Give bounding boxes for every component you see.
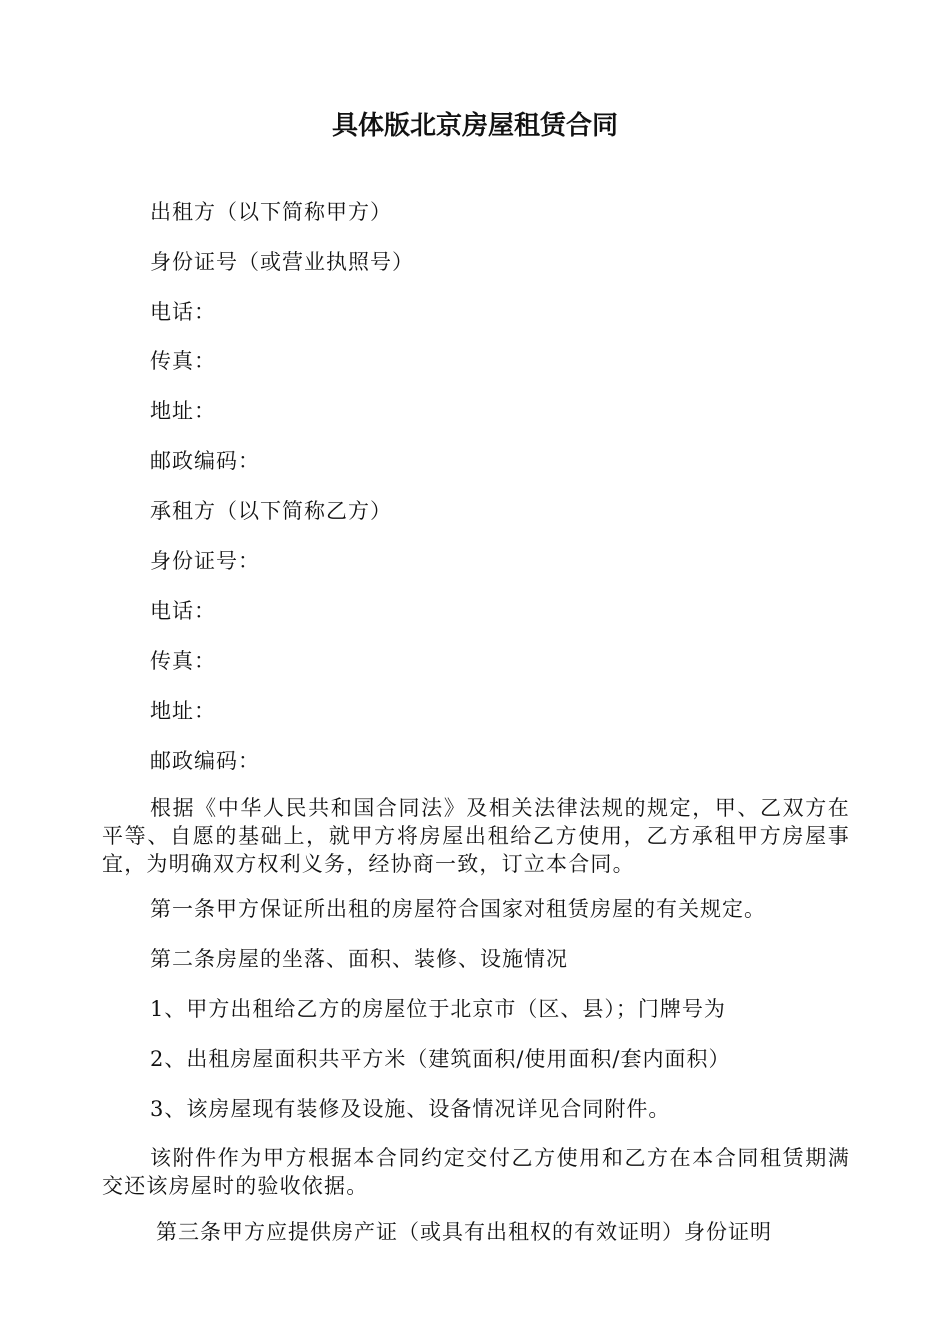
lessor-id-line: 身份证号（或营业执照号） xyxy=(150,250,414,274)
article-2-item-3: 3、该房屋现有装修及设施、设备情况详见合同附件。 xyxy=(150,1097,671,1121)
lessee-heading: 承租方（以下简称乙方） xyxy=(150,499,392,523)
lessor-postcode-line: 邮政编码： xyxy=(150,449,260,473)
lessee-address-line: 地址： xyxy=(150,699,216,723)
article-2-item-2: 2、出租房屋面积共平方米（建筑面积/使用面积/套内面积） xyxy=(150,1047,731,1071)
preamble-paragraph: 根据《中华人民共和国合同法》及相关法律法规的规定，甲、乙双方在平等、自愿的基础上，就甲方将房屋出租给乙方使用，乙方承租甲方房屋事宜，为明确双方权利义务，经协商一致，订立本合同。 xyxy=(102,796,850,876)
article-2-heading: 第二条房屋的坐落、面积、装修、设施情况 xyxy=(150,947,568,971)
lessor-heading: 出租方（以下简称甲方） xyxy=(150,200,392,224)
lessee-id-line: 身份证号： xyxy=(150,549,260,573)
lessor-phone-line: 电话： xyxy=(150,300,216,324)
lessee-phone-line: 电话： xyxy=(150,599,216,623)
article-3-start: 第三条甲方应提供房产证（或具有出租权的有效证明）身份证明 xyxy=(156,1220,772,1244)
lessee-postcode-line: 邮政编码： xyxy=(150,749,260,773)
lessor-fax-line: 传真： xyxy=(150,349,216,373)
lessor-address-line: 地址： xyxy=(150,399,216,423)
lessee-fax-line: 传真： xyxy=(150,649,216,673)
article-2-note-paragraph: 该附件作为甲方根据本合同约定交付乙方使用和乙方在本合同租赁期满交还该房屋时的验收依据。 xyxy=(102,1146,850,1198)
article-2-item-1: 1、甲方出租给乙方的房屋位于北京市（区、县）；门牌号为 xyxy=(150,997,726,1021)
article-1: 第一条甲方保证所出租的房屋符合国家对租赁房屋的有关规定。 xyxy=(150,897,766,921)
document-title: 具体版北京房屋租赁合同 xyxy=(331,111,618,141)
